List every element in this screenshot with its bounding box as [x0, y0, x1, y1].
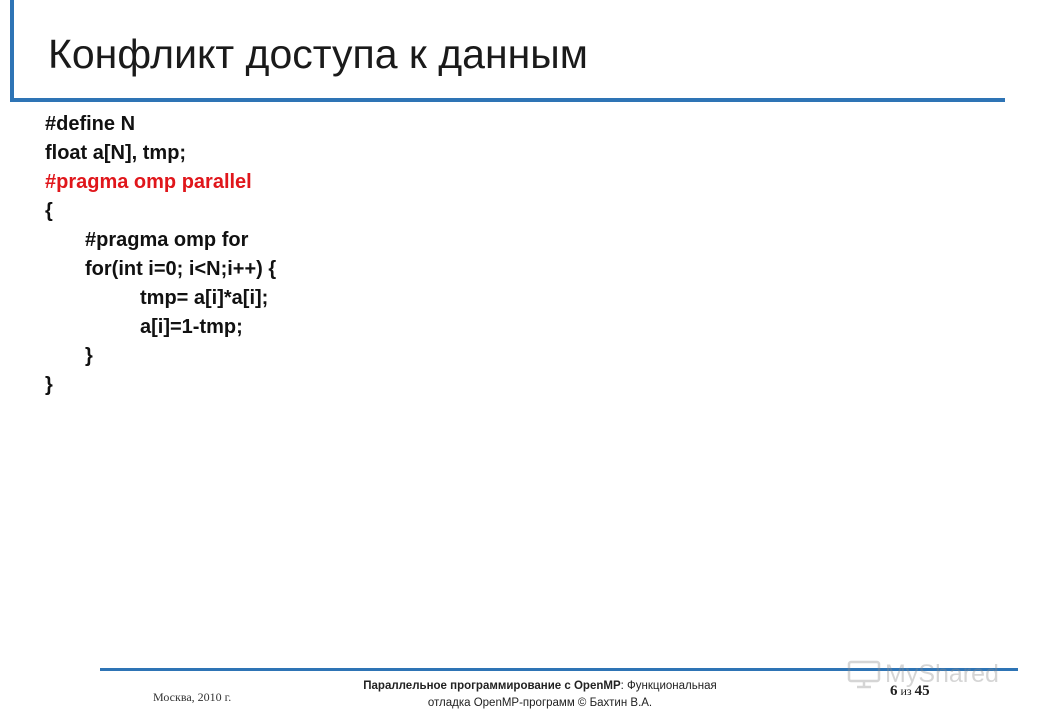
code-line-8: a[i]=1-tmp; [140, 316, 243, 338]
slide-title: Конфликт доступа к данным [48, 31, 588, 77]
footer-course-line-1 [320, 678, 760, 695]
page-separator: из [900, 684, 912, 698]
title-left-accent-bar [10, 0, 14, 102]
code-line-5: #pragma omp for [85, 229, 249, 251]
code-line-9: } [85, 345, 93, 367]
code-line-3-pragma-parallel: #pragma omp parallel [45, 171, 252, 193]
footer-course-subtitle: : Функциональная [620, 680, 717, 692]
page-total: 45 [914, 683, 930, 699]
footer-course-title: Параллельное программирование с OpenMP [363, 680, 621, 692]
footer-course-info [320, 678, 760, 712]
page-number [890, 683, 930, 700]
code-line-6: for(int i=0; i<N;i++) { [85, 258, 277, 280]
code-line-1: #define N [45, 113, 136, 135]
watermark-text: MyShared [885, 659, 999, 688]
code-line-2: float a[N], tmp; [45, 142, 187, 164]
code-line-4: { [45, 200, 53, 222]
page-current: 6 [890, 683, 898, 699]
code-block [45, 110, 276, 400]
footer-course-line-2: отладка OpenMP-программ © Бахтин В.А. [427, 697, 653, 709]
footer-location-date: Москва, 2010 г. [153, 690, 232, 704]
code-line-7: tmp= a[i]*a[i]; [140, 287, 269, 309]
presentation-screen-icon [847, 659, 881, 689]
code-line-10: } [45, 374, 53, 396]
title-underline [10, 98, 1005, 102]
